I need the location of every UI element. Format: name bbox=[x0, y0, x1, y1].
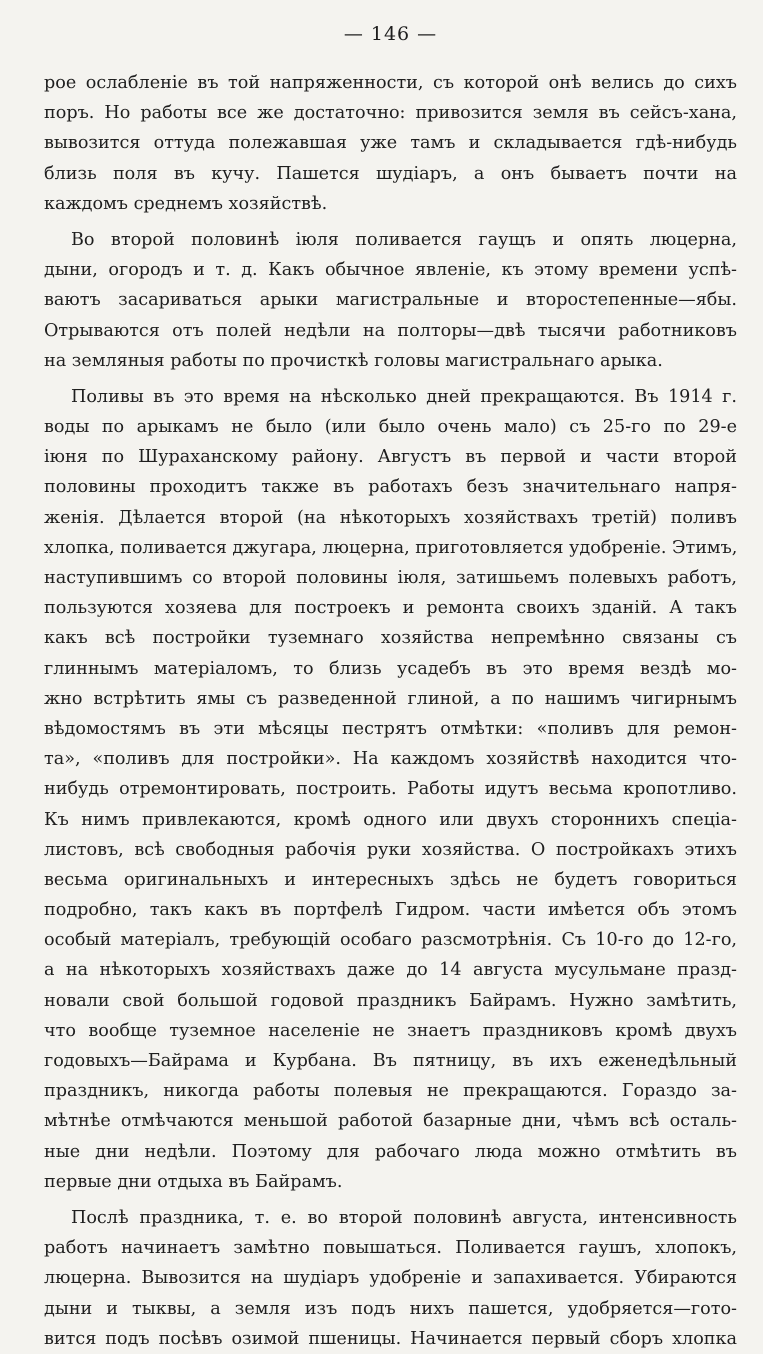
text-line: Къ нимъ привлекаются, кромѣ одного или двухъ стороннихъ спеціа- bbox=[44, 809, 737, 830]
text-line: воды по арыкамъ не было (или было очень мало) съ 25-го по 29-е bbox=[44, 417, 737, 438]
text-line: что вообще туземное населеніе не знаетъ праздниковъ кромѣ двухъ bbox=[44, 1020, 737, 1041]
text-line: новали свой большой годовой праздникъ Байрамъ. Нужно замѣтить, bbox=[44, 990, 737, 1011]
text-line: работъ начинаетъ замѣтно повышаться. Поливается гаушъ, хлопокъ, bbox=[44, 1238, 737, 1259]
paragraph-2 bbox=[44, 225, 737, 376]
text-line: праздникъ, никогда работы полевыя не прекращаются. Гораздо за- bbox=[44, 1081, 737, 1102]
text-line: іюня по Шураханскому району. Августъ въ первой и части второй bbox=[44, 447, 737, 468]
text-line: дыни, огородъ и т. д. Какъ обычное явленіе, къ этому времени успѣ- bbox=[44, 260, 737, 281]
text-line: вывозится оттуда полежавшая уже тамъ и складывается гдѣ-нибудь bbox=[44, 133, 737, 154]
text-line: какъ всѣ постройки туземнаго хозяйства непремѣнно связаны съ bbox=[44, 628, 737, 649]
text-line: нибудь отремонтировать, построить. Работы идутъ весьма кропотливо. bbox=[44, 779, 737, 800]
text-line: глиннымъ матеріаломъ, то близь усадебъ въ это время вездѣ мо- bbox=[44, 658, 737, 679]
text-line: поръ. Но работы все же достаточно: привозится земля въ сейсъ-хана, bbox=[44, 103, 737, 124]
text-line: ные дни недѣли. Поэтому для рабочаго люда можно отмѣтить въ bbox=[44, 1141, 737, 1162]
text-line: особый матеріалъ, требующій особаго разсмотрѣнія. Съ 10-го до 12-го, bbox=[44, 930, 737, 951]
text-line: близь поля въ кучу. Пашется шудіаръ, а онъ бываетъ почти на bbox=[44, 163, 737, 184]
text-line: Послѣ праздника, т. е. во второй половинѣ августа, интенсивность bbox=[71, 1207, 737, 1228]
text-line: наступившимъ со второй половины іюля, затишьемъ полевыхъ работъ, bbox=[44, 568, 737, 588]
text-line: рое ослабленіе въ той напряженности, съ которой онѣ велись до сихъ bbox=[44, 73, 737, 93]
paragraph-3 bbox=[44, 382, 737, 1197]
text-line: жно встрѣтить ямы съ разведенной глиной, а по нашимъ чигирнымъ bbox=[44, 688, 737, 709]
page-number: — 146 — bbox=[343, 23, 438, 45]
text-line: на земляныя работы по прочисткѣ головы магистральнаго арыка. bbox=[44, 350, 663, 371]
text-line: пользуются хозяева для построекъ и ремонта своихъ зданій. А такъ bbox=[44, 598, 737, 619]
text-line: первые дни отдыха въ Байрамъ. bbox=[44, 1171, 343, 1192]
text-line: листовъ, всѣ свободныя рабочія руки хозяйства. О постройкахъ этихъ bbox=[44, 839, 737, 860]
text-line: весьма оригинальныхъ и интересныхъ здѣсь не будетъ говориться bbox=[44, 869, 737, 890]
text-line: годовыхъ—Байрама и Курбана. Въ пятницу, въ ихъ еженедѣльный bbox=[44, 1051, 737, 1071]
paragraph-4 bbox=[44, 1203, 737, 1354]
text-line: мѣтнѣе отмѣчаются меньшой работой базарные дни, чѣмъ всѣ осталь- bbox=[44, 1111, 737, 1132]
text-line: а на нѣкоторыхъ хозяйствахъ даже до 14 августа мусульмане празд- bbox=[44, 960, 737, 981]
text-line: женія. Дѣлается второй (на нѣкоторыхъ хозяйствахъ третій) поливъ bbox=[44, 507, 737, 528]
text-line: ваютъ засариваться арыки магистральные и второстепенные—ябы. bbox=[44, 290, 737, 311]
text-line: Поливы въ это время на нѣсколько дней прекращаются. Въ 1914 г. bbox=[71, 386, 737, 407]
text-line: половины проходитъ также въ работахъ безъ значительнаго напря- bbox=[44, 477, 737, 498]
text-line: Отрываются отъ полей недѣли на полторы—двѣ тысячи работниковъ bbox=[44, 320, 737, 341]
text-line: та», «поливъ для постройки». На каждомъ хозяйствѣ находится что- bbox=[44, 749, 737, 770]
text-line: подробно, такъ какъ въ портфелѣ Гидром. части имѣется объ этомъ bbox=[44, 900, 737, 921]
text-line: Во второй половинѣ іюля поливается гаущъ и опять люцерна, bbox=[71, 229, 737, 250]
text-line: вится подъ посѣвъ озимой пшеницы. Начинается первый сборъ хлопка bbox=[44, 1328, 737, 1349]
text-line: каждомъ среднемъ хозяйствѣ. bbox=[44, 193, 328, 214]
text-line: хлопка, поливается джугара, люцерна, приготовляется удобреніе. Этимъ, bbox=[44, 537, 737, 558]
text-line: вѣдомостямъ въ эти мѣсяцы пестрятъ отмѣтки: «поливъ для ремон- bbox=[44, 718, 737, 739]
text-line: люцерна. Вывозится на шудіаръ удобреніе и запахивается. Убираются bbox=[44, 1268, 737, 1289]
text-line: дыни и тыквы, а земля изъ подъ нихъ пашется, удобряется—гото- bbox=[44, 1298, 737, 1319]
paragraph-1 bbox=[44, 68, 737, 219]
